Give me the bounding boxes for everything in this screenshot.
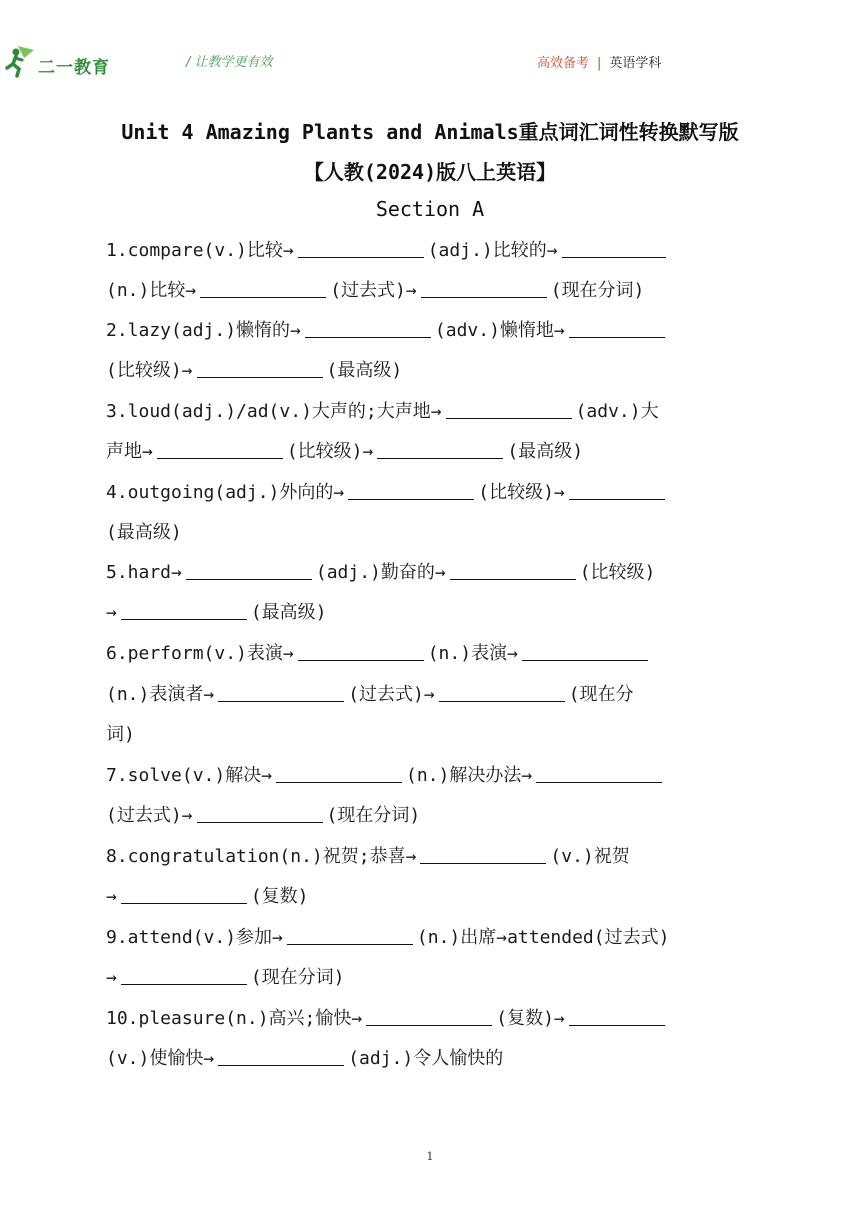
answer-blank[interactable] bbox=[446, 398, 572, 419]
item-10-line-2: (v.)使愉快→ (adj.)令人愉快的 bbox=[106, 1044, 503, 1074]
item-5-line-1: 5.hard→ (adj.)勤奋的→ (比较级) bbox=[106, 558, 655, 588]
answer-blank[interactable] bbox=[121, 964, 247, 985]
item-4-line-1: 4.outgoing(adj.)外向的→ (比较级)→ bbox=[106, 478, 669, 508]
answer-blank[interactable] bbox=[305, 317, 431, 338]
item-9-line-2: → (现在分词) bbox=[106, 963, 345, 993]
answer-blank[interactable] bbox=[186, 559, 312, 580]
item-7-line-2: (过去式)→ (现在分词) bbox=[106, 801, 420, 831]
item-2-line-2: (比较级)→ (最高级) bbox=[106, 356, 402, 386]
answer-blank[interactable] bbox=[439, 681, 565, 702]
answer-blank[interactable] bbox=[287, 924, 413, 945]
answer-blank[interactable] bbox=[200, 277, 326, 298]
header-tags bbox=[537, 52, 661, 71]
answer-blank[interactable] bbox=[377, 438, 503, 459]
item-4-line-2: (最高级) bbox=[106, 522, 182, 543]
item-6-line-1: 6.perform(v.)表演→ (n.)表演→ bbox=[106, 639, 652, 669]
answer-blank[interactable] bbox=[450, 559, 576, 580]
answer-blank[interactable] bbox=[562, 237, 666, 258]
item-5-line-2: → (最高级) bbox=[106, 598, 327, 628]
slogan: / 让教学更有效 bbox=[186, 55, 273, 70]
answer-blank[interactable] bbox=[197, 802, 323, 823]
tag-separator: | bbox=[597, 56, 602, 71]
answer-blank[interactable] bbox=[218, 681, 344, 702]
answer-blank[interactable] bbox=[569, 479, 665, 500]
answer-blank[interactable] bbox=[298, 640, 424, 661]
answer-blank[interactable] bbox=[276, 762, 402, 783]
item-3-line-1: 3.loud(adj.)/ad(v.)大声的;大声地→ (adv.)大 bbox=[106, 397, 659, 427]
item-3-line-2: 声地→ (比较级)→ (最高级) bbox=[106, 437, 583, 467]
answer-blank[interactable] bbox=[420, 843, 546, 864]
answer-blank[interactable] bbox=[121, 599, 247, 620]
item-6-line-3: 词) bbox=[106, 724, 135, 745]
tag-exam-prep: 高效备考 bbox=[537, 56, 590, 71]
item-8-line-2: → (复数) bbox=[106, 882, 309, 912]
doc-title: Unit 4 Amazing Plants and Animals重点词汇词性转换默写版 bbox=[121, 120, 739, 144]
item-10-line-1: 10.pleasure(n.)高兴;愉快→ (复数)→ bbox=[106, 1004, 669, 1034]
answer-blank[interactable] bbox=[218, 1045, 344, 1066]
answer-blank[interactable] bbox=[157, 438, 283, 459]
answer-blank[interactable] bbox=[522, 640, 648, 661]
tag-subject: 英语学科 bbox=[609, 56, 662, 71]
answer-blank[interactable] bbox=[121, 883, 247, 904]
answer-blank[interactable] bbox=[569, 317, 665, 338]
answer-blank[interactable] bbox=[536, 762, 662, 783]
page-number: 1 bbox=[426, 1150, 434, 1163]
answer-blank[interactable] bbox=[348, 479, 474, 500]
item-6-line-2: (n.)表演者→ (过去式)→ (现在分 bbox=[106, 680, 634, 710]
item-8-line-1: 8.congratulation(n.)祝贺;恭喜→ (v.)祝贺 bbox=[106, 842, 630, 872]
item-9-line-1: 9.attend(v.)参加→ (n.)出席→attended(过去式) bbox=[106, 923, 669, 953]
logo-text: 二一教育 bbox=[38, 58, 110, 78]
logo bbox=[4, 44, 114, 80]
answer-blank[interactable] bbox=[569, 1005, 665, 1026]
answer-blank[interactable] bbox=[197, 357, 323, 378]
item-1-line-2: (n.)比较→ (过去式)→ (现在分词) bbox=[106, 276, 644, 306]
page-header bbox=[0, 0, 860, 100]
answer-blank[interactable] bbox=[298, 237, 424, 258]
doc-subtitle: 【人教(2024)版八上英语】 bbox=[303, 160, 557, 184]
section-title: Section A bbox=[375, 197, 485, 221]
item-7-line-1: 7.solve(v.)解决→ (n.)解决办法→ bbox=[106, 761, 666, 791]
answer-blank[interactable] bbox=[366, 1005, 492, 1026]
item-1-line-1: 1.compare(v.)比较→ (adj.)比较的→ bbox=[106, 236, 670, 266]
answer-blank[interactable] bbox=[421, 277, 547, 298]
item-2-line-1: 2.lazy(adj.)懒惰的→ (adv.)懒惰地→ bbox=[106, 316, 669, 346]
runner-logo-icon bbox=[4, 44, 38, 78]
